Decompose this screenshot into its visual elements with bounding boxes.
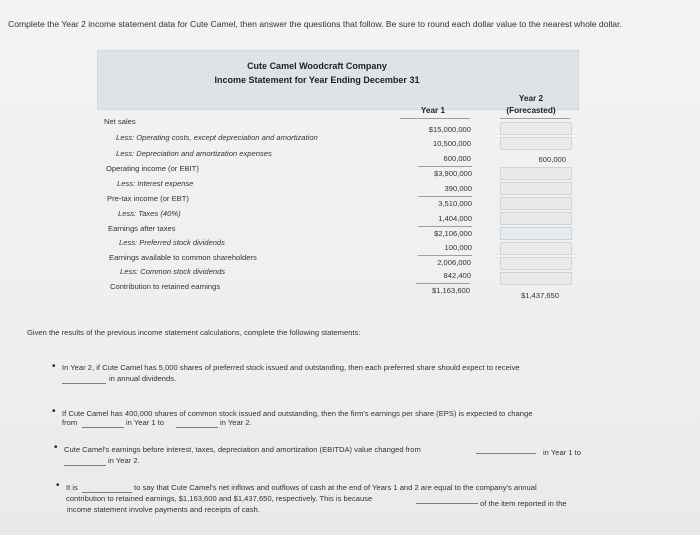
q4-text-4: income statement involve payments and receipts of cash.: [67, 505, 260, 514]
y1-rule: [416, 283, 470, 284]
year1-header-rule: [400, 118, 470, 119]
y2-common-dividends-input[interactable]: [500, 272, 572, 285]
y1-rule: [418, 196, 472, 197]
row-label-preferred-dividends: Less: Preferred stock dividends: [119, 238, 225, 247]
y1-rule: [418, 255, 472, 256]
bullet: •: [52, 361, 56, 372]
y2-eat-input[interactable]: [500, 227, 572, 240]
row-label-eac: Earnings available to common shareholders: [109, 253, 257, 262]
row-label-interest: Less: Interest expense: [117, 179, 194, 188]
y1-preferred-dividends: 100,000: [444, 243, 472, 252]
row-label-depreciation: Less: Depreciation and amortization expenses: [116, 149, 272, 158]
year1-header: Year 1: [420, 106, 446, 115]
q2-year1-to: in Year 1 to: [126, 418, 165, 427]
q4-text-2: contribution to retained earnings, $1,163,600 and $1,437,650, respectively. This is because: [66, 494, 373, 503]
q1-answer-blank[interactable]: [62, 374, 106, 384]
q3-text: Cute Camel's earnings before interest, taxes, depreciation and amortization (EBITDA) value changed from: [64, 445, 421, 454]
questions-intro: Given the results of the previous income statement calculations, complete the following statements:: [27, 328, 361, 337]
q4-answer-blank[interactable]: [82, 483, 132, 493]
q3-text-end: in Year 2.: [108, 456, 140, 465]
y1-ebit: $3,900,000: [433, 169, 472, 178]
year2-subheader: (Forecasted): [506, 106, 556, 115]
y2-net-sales-input[interactable]: [500, 122, 572, 135]
y2-ebt-input[interactable]: [500, 197, 572, 210]
q4-text-1: to say that Cute Camel's net inflows and outflows of cash at the end of Years 1 and 2 are equal to the company's annual: [134, 483, 537, 492]
row-label-taxes: Less: Taxes (40%): [118, 209, 181, 218]
row-label-common-dividends: Less: Common stock dividends: [120, 267, 226, 276]
q4-text-3: of the item reported in the: [480, 499, 567, 508]
year2-header-rule: [500, 118, 570, 119]
y2-taxes-input[interactable]: [500, 212, 572, 225]
y1-net-sales: $15,000,000: [428, 125, 471, 134]
bullet: •: [54, 442, 58, 453]
y1-rule: [418, 226, 472, 227]
y1-interest: 390,000: [444, 184, 472, 193]
q1-text-end: in annual dividends.: [109, 374, 177, 383]
y2-preferred-dividends-input[interactable]: [500, 242, 572, 255]
q3-year2-ebitda-blank[interactable]: [64, 456, 106, 466]
bullet: •: [56, 480, 60, 491]
q2-text-end: in Year 2.: [220, 418, 252, 427]
q1-text: In Year 2, if Cute Camel has 5,000 shares of preferred stock issued and outstanding, then each preferred share should expect to receive: [62, 363, 520, 372]
y2-retained: $1,437,650: [520, 291, 559, 300]
instructions: Complete the Year 2 income statement data for Cute Camel, then answer the questions that follow. Be sure to round each dollar value to the nearest whole dollar.: [8, 19, 622, 29]
row-label-retained: Contribution to retained earnings: [110, 282, 221, 291]
y1-ebt: 3,510,000: [438, 199, 472, 208]
company-name: Cute Camel Woodcraft Company: [247, 61, 387, 71]
y1-taxes: 1,404,000: [438, 214, 472, 223]
q2-from: from: [62, 418, 78, 427]
q3-year1-ebitda-blank[interactable]: [476, 444, 536, 454]
y1-eat: $2,106,000: [433, 229, 472, 238]
y1-common-dividends: 842,400: [443, 271, 471, 280]
statement-subtitle: Income Statement for Year Ending December 31: [214, 75, 420, 85]
y1-depreciation: 600,000: [443, 154, 471, 163]
row-label-eat: Earnings after taxes: [108, 224, 176, 233]
y2-eac-input[interactable]: [500, 257, 572, 270]
row-label-ebt: Pre-tax income (or EBT): [107, 194, 189, 203]
q4-reason-blank[interactable]: [416, 494, 478, 504]
bullet: •: [52, 406, 56, 417]
row-label-ebit: Operating income (or EBIT): [106, 164, 199, 173]
y1-eac: 2,006,000: [437, 258, 471, 267]
y1-retained: $1,163,600: [431, 286, 470, 295]
y2-depreciation: 600,000: [538, 155, 566, 164]
y2-interest-input[interactable]: [500, 182, 572, 195]
year2-header: Year 2: [518, 94, 544, 103]
y2-ebit-input[interactable]: [500, 167, 572, 180]
q4-it-is: It is: [66, 483, 78, 492]
q2-year2-eps-blank[interactable]: [176, 418, 218, 428]
q3-year1-to: in Year 1 to: [543, 448, 582, 457]
row-label-net-sales: Net sales: [104, 117, 136, 126]
q2-year1-eps-blank[interactable]: [82, 418, 124, 428]
q2-text: If Cute Camel has 400,000 shares of common stock issued and outstanding, then the firm's earnings per share (EPS) is expected to change: [62, 409, 533, 418]
y1-operating-costs: 10,500,000: [432, 139, 471, 148]
y2-operating-costs-input[interactable]: [500, 137, 572, 150]
row-label-operating-costs: Less: Operating costs, except depreciation and amortization: [116, 133, 318, 142]
y1-rule: [418, 166, 472, 167]
